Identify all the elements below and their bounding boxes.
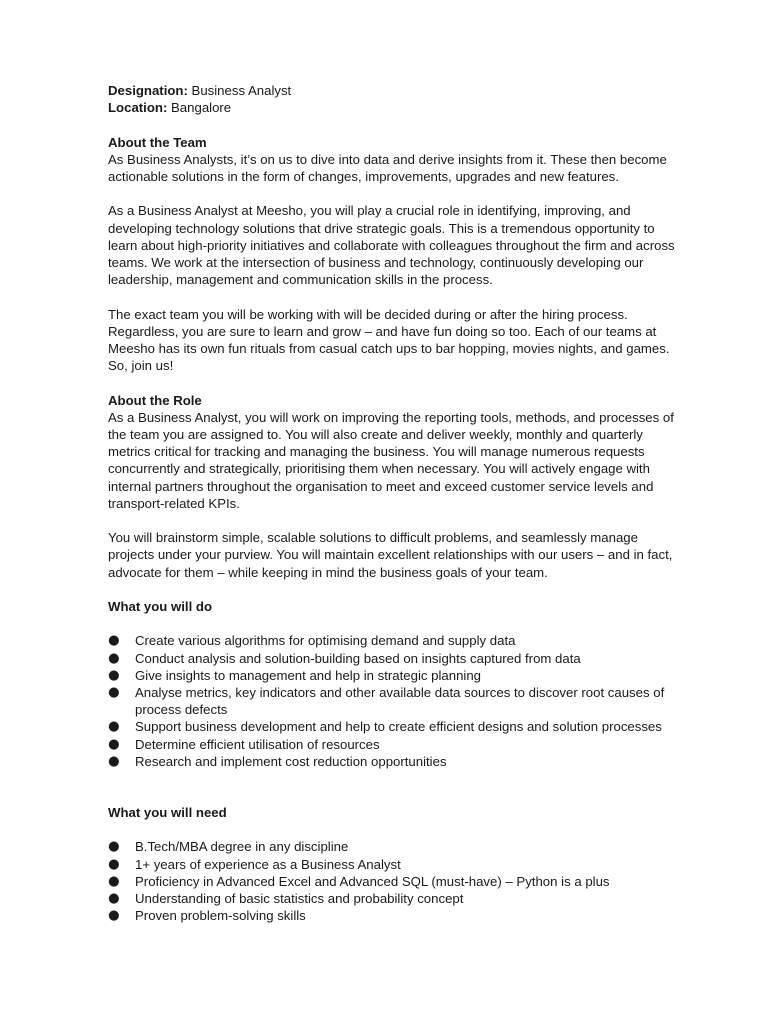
about-role-paragraph-2: You will brainstorm simple, scalable solutions to difficult problems, and seamlessly manage projects under your purview. You will maintain excellent relationships with our users – and in fact, advocate for them – while keeping in mind the business goals of your team. bbox=[108, 530, 673, 580]
job-description-document bbox=[108, 82, 678, 924]
designation-value: Business Analyst bbox=[191, 83, 292, 98]
what-you-will-need-list bbox=[108, 838, 678, 924]
designation-label: Designation: bbox=[108, 83, 188, 98]
list-item: ● Give insights to management and help in strategic planning bbox=[108, 667, 482, 683]
location-line bbox=[108, 99, 678, 116]
bullet-icon: ● bbox=[108, 891, 120, 907]
list-item: ● 1+ years of experience as a Business Analyst bbox=[108, 856, 401, 872]
list-item: ● Conduct analysis and solution-building based on insights captured from data bbox=[108, 650, 581, 666]
about-role-paragraph-1: As a Business Analyst, you will work on improving the reporting tools, methods, and processes of the team you are assigned to. You will also create and deliver weekly, monthly and quarterly metrics critical for tracking and managing the business. You will manage numerous requests concurrently and strategically, prioritising them when necessary. You will actively engage with internal partners throughout the organisation to meet and exceed customer service levels and transport-related KPIs. bbox=[108, 409, 674, 511]
about-team-heading: About the Team bbox=[108, 134, 207, 150]
about-team-paragraph-1: As Business Analysts, it’s on us to dive into data and derive insights from it. These then become actionable solutions in the form of changes, improvements, upgrades and new features. bbox=[108, 151, 667, 184]
what-you-will-do-list bbox=[108, 632, 678, 770]
location-label: Location: bbox=[108, 100, 168, 116]
list-item: ● Proven problem-solving skills bbox=[108, 908, 306, 924]
list-item: ● Understanding of basic statistics and probability concept bbox=[108, 891, 464, 907]
bullet-icon: ● bbox=[108, 685, 120, 700]
list-item: ● Analyse metrics, key indicators and other available data sources to discover root causes of process defects bbox=[108, 685, 665, 718]
bullet-icon: ● bbox=[108, 719, 120, 735]
bullet-icon: ● bbox=[108, 667, 120, 683]
bullet-icon: ● bbox=[108, 736, 120, 752]
designation-line bbox=[108, 82, 678, 99]
bullet-icon: ● bbox=[108, 633, 120, 649]
list-item: ● Research and implement cost reduction opportunities bbox=[108, 753, 447, 769]
about-role-heading: About the Role bbox=[108, 392, 202, 408]
location-value: Bangalore bbox=[171, 100, 232, 116]
bullet-icon: ● bbox=[108, 873, 120, 889]
list-item: ● Proficiency in Advanced Excel and Advanced SQL (must-have) – Python is a plus bbox=[108, 873, 610, 889]
about-team-paragraph-2: As a Business Analyst at Meesho, you will play a crucial role in identifying, improving, and developing technology solutions that drive strategic goals. This is a tremendous opportunity to learn about high-priority initiatives and collaborate with colleagues throughout the firm and across teams. We work at the intersection of business and technology, continuously developing our leadership, management and communication skills in the process. bbox=[108, 203, 675, 288]
bullet-icon: ● bbox=[108, 839, 120, 855]
list-item: ● Create various algorithms for optimising demand and supply data bbox=[108, 633, 516, 649]
bullet-icon: ● bbox=[108, 856, 120, 872]
list-item: ● B.Tech/MBA degree in any discipline bbox=[108, 839, 349, 855]
what-you-will-do-heading: What you will do bbox=[108, 599, 213, 614]
what-you-will-need-heading: What you will need bbox=[108, 805, 227, 821]
list-item: ● Support business development and help to create efficient designs and solution processes bbox=[108, 719, 662, 735]
list-item: ● Determine efficient utilisation of resources bbox=[108, 736, 380, 752]
about-team-paragraph-3: The exact team you will be working with will be decided during or after the hiring process. Regardless, you are sure to learn and grow – and have fun doing so too. Each of our teams at Meesho has its own fun rituals from casual catch ups to bar hopping, movies nights, and games. So, join us! bbox=[108, 306, 670, 374]
bullet-icon: ● bbox=[108, 753, 120, 769]
bullet-icon: ● bbox=[108, 908, 120, 924]
bullet-icon: ● bbox=[108, 650, 120, 666]
